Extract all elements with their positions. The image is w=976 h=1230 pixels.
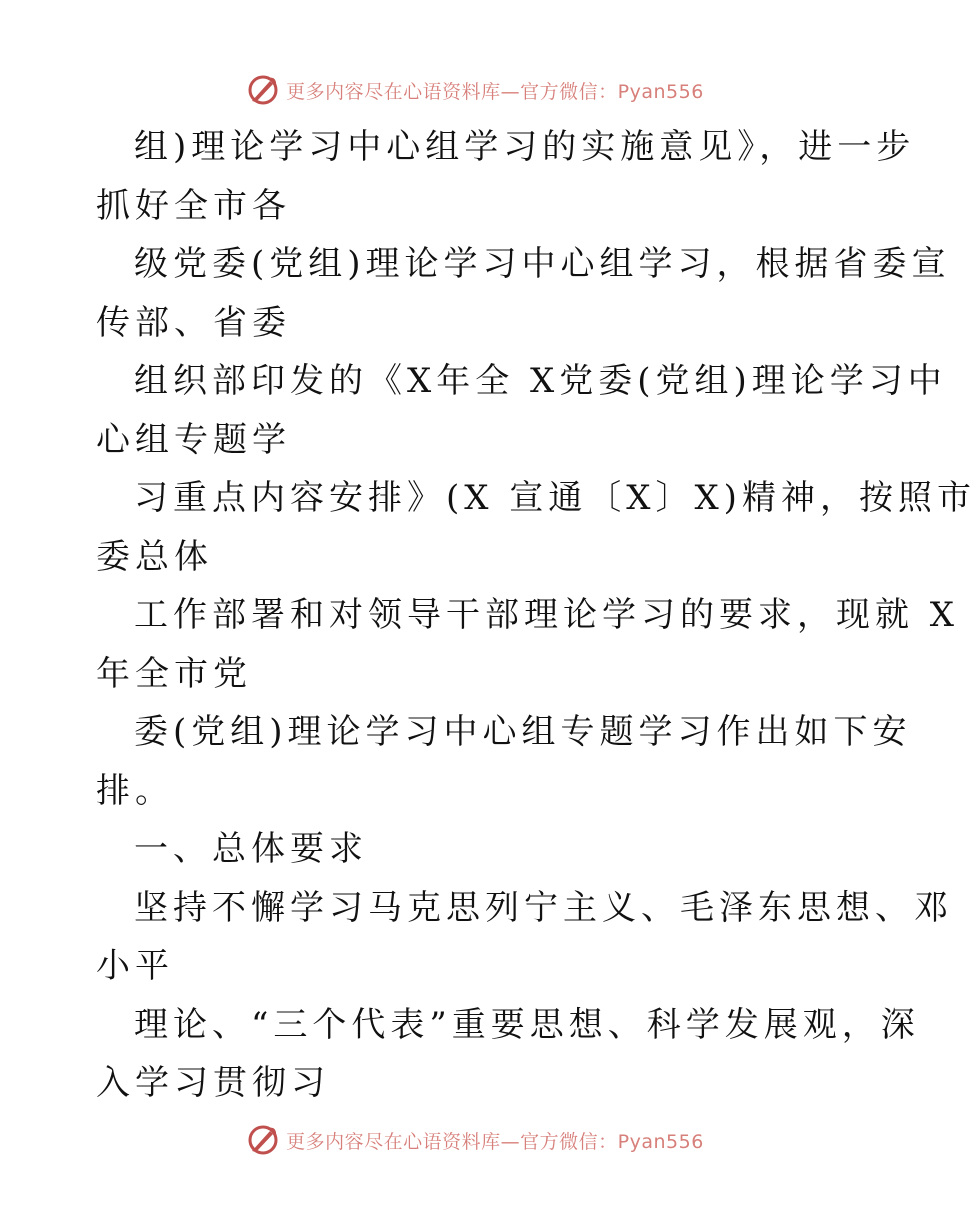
text-line: 排。 (96, 770, 174, 811)
text-line: 小平 (96, 946, 174, 986)
text-line: 年全市党 (96, 653, 252, 694)
header-banner (0, 68, 950, 112)
text-line: 传部、省委 (96, 302, 291, 343)
document-body (96, 118, 976, 1113)
text-line: 坚持不懈学习马克思列宁主义、毛泽东思想、邓 (134, 887, 953, 928)
text-line: 组)理论学习中心组学习的实施意见》，进一步 (134, 127, 916, 167)
text-line: 抓好全市各 (96, 185, 291, 226)
quill-seal-icon (246, 1123, 280, 1157)
footer-banner-text: 更多内容尽在心语资料库—官方微信：Pyan556 (286, 1130, 704, 1153)
text-line: 委(党组)理论学习中心组专题学习作出如下安 (134, 712, 912, 752)
footer-banner (0, 1118, 950, 1162)
text-line: 组织部印发的《X年全 X党委(党组)理论学习中 (134, 361, 947, 401)
text-line: 理论、“三个代表”重要思想、科学发展观，深 (134, 1004, 920, 1045)
text-line: 工作部署和对领导干部理论学习的要求，现就 X (134, 595, 960, 635)
text-line: 习重点内容安排》(X 宣通〔X〕X)精神，按照市 (134, 478, 976, 518)
text-line: 入学习贯彻习 (96, 1063, 330, 1103)
text-line: 级党委(党组)理论学习中心组学习，根据省委宣 (134, 244, 951, 284)
quill-seal-icon (246, 73, 280, 107)
text-line: 委总体 (96, 536, 213, 577)
section-heading: 一、总体要求 (134, 829, 368, 869)
text-line: 心组专题学 (96, 419, 291, 460)
header-banner-text: 更多内容尽在心语资料库—官方微信：Pyan556 (286, 80, 704, 103)
